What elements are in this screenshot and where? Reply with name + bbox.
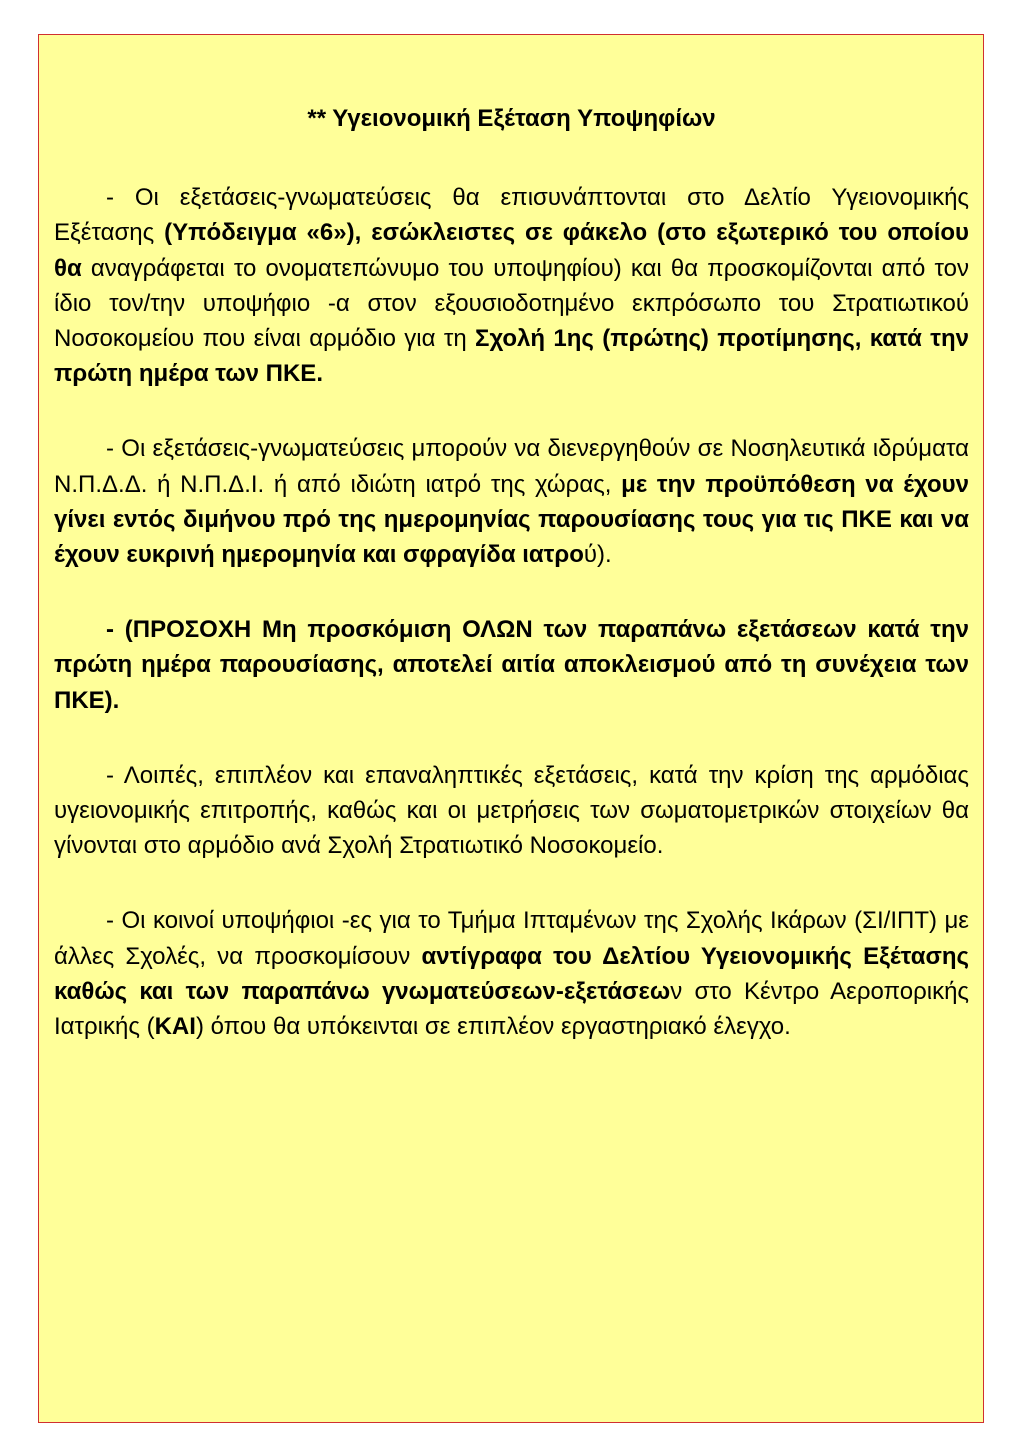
text-segment-bold: με την προϋπόθεση να έχουν γίνει εντός διμήνου πρό της ημερομηνίας παρουσίασης τους για τις ΠΚΕ και να έχουν ευκρινή ημερομηνία και σφραγίδα ιατρο (54, 470, 969, 569)
text-segment: - Οι εξετάσεις-γνωματεύσεις θα επισυνάπτονται στο Δελτίο Υγειονομικής Εξέτασης (54, 184, 969, 247)
paragraph-ikaron-candidates (54, 903, 969, 1044)
document-page (38, 34, 984, 1423)
paragraph-additional-exams (54, 758, 969, 864)
text-segment: - Οι εξετάσεις-γνωματεύσεις μπορούν να διενεργηθούν σε Νοσηλευτικά ιδρύματα Ν.Π.Δ.Δ. ή Ν.Π.Δ.Ι. ή από ιδιώτη ιατρό της χώρας, (54, 435, 969, 498)
text-segment: - Οι κοινοί υποψήφιοι -ες για το Τμήμα Ιπταμένων της Σχολής Ικάρων (ΣΙ/ΙΠΤ) με άλλες Σχολές, να προσκομίσουν (54, 907, 969, 970)
text-segment-bold: (Υπόδειγμα «6»), εσώκλειστες σε φάκελο (στο εξωτερικό του οποίου θα (54, 219, 969, 282)
paragraph-attention-notice (54, 612, 969, 718)
text-segment-bold: ΚΑΙ (154, 1013, 196, 1041)
text-segment: - Λοιπές, επιπλέον και επαναληπτικές εξετάσεις, κατά την κρίση της αρμόδιας υγειονομικής επιτροπής, καθώς και οι μετρήσεις των σωματομετρικών στοιχείων θα γίνονται στο αρμόδιο ανά Σχολή Στρατιωτικό Νοσοκομείο. (54, 761, 969, 860)
text-segment: ) όπου θα υπόκεινται σε επιπλέον εργαστηριακό έλεγχο. (195, 1013, 791, 1041)
text-segment-bold: - (ΠΡΟΣΟΧΗ Μη προσκόμιση ΟΛΩΝ των παραπάνω εξετάσεων κατά την πρώτη ημέρα παρουσίασης, αποτελεί αιτία αποκλεισμού από τη συνέχεια των ΠΚΕ). (54, 616, 969, 714)
text-segment: αναγράφεται το ονοματεπώνυμο του υποψηφίου) και θα προσκομίζονται από τον ίδιο τον/την υποψήφιο -α στον εξουσιοδοτημένο εκπρόσωπο του Στρατιωτικού Νοσοκομείου που είναι αρμόδιο για τη (54, 254, 969, 353)
paragraph-examination-venues (54, 431, 969, 572)
document-title: ** Υγειονομική Εξέταση Υποψηφίων (307, 105, 716, 132)
paragraph-submission (54, 180, 969, 391)
text-segment-bold: αντίγραφα του Δελτίου Υγειονομικής Εξέτασης καθώς και των παραπάνω γνωματεύσεων-εξετάσεω (54, 942, 970, 1005)
document-content (54, 101, 969, 1084)
text-segment: ύ). (583, 541, 612, 569)
text-segment-bold: Σχολή 1ης (πρώτης) προτίμησης, κατά την πρώτη ημέρα των ΠΚΕ. (54, 325, 969, 388)
text-segment: ν στο Κέντρο Αεροπορικής Ιατρικής ( (54, 977, 969, 1041)
